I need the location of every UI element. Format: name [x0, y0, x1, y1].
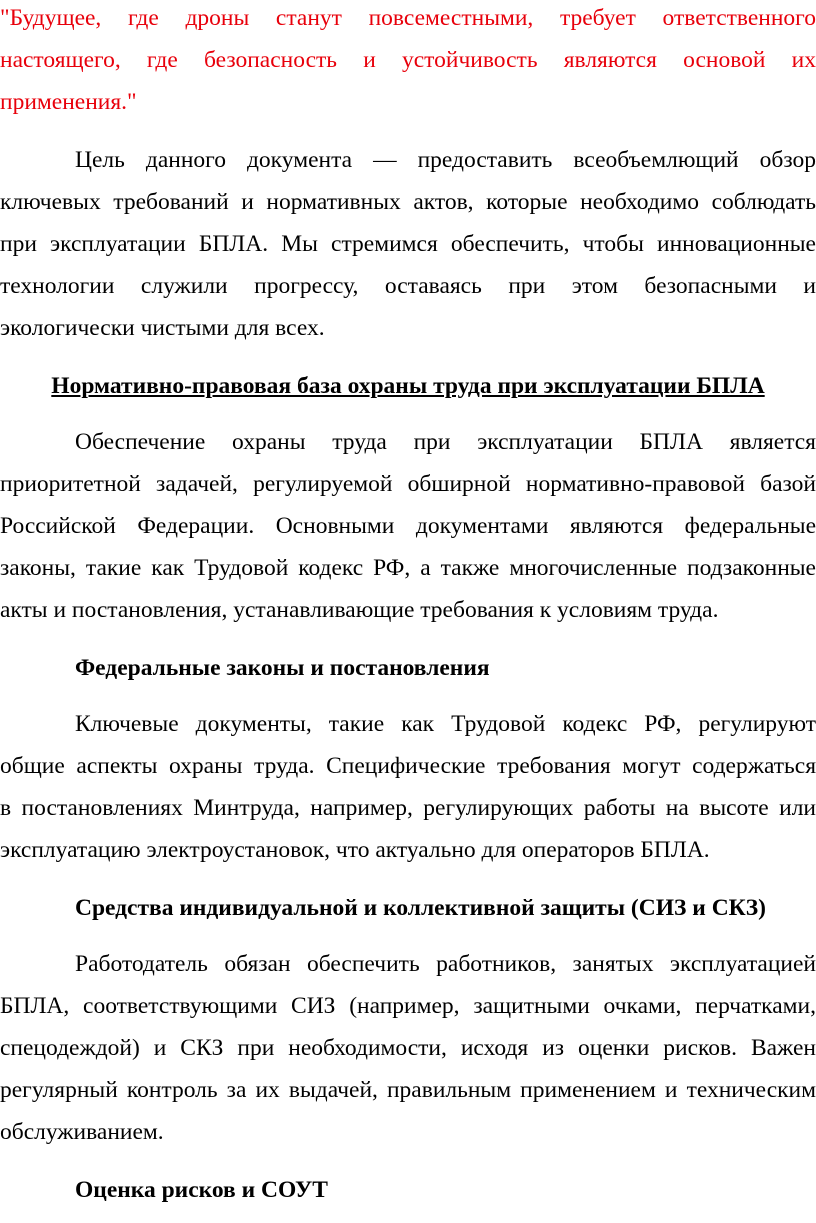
- text-line: технологии служили прогрессу, оставаясь при этом безопасными и: [0, 273, 816, 299]
- subsection-heading: Средства индивидуальной и коллективной защиты (СИЗ и СКЗ): [75, 895, 766, 921]
- text-line: экологически чистыми для всех.: [0, 315, 325, 341]
- body-paragraph: [0, 943, 816, 1153]
- subsection-heading: Оценка рисков и СОУТ: [75, 1177, 328, 1203]
- text-line: применения.": [0, 89, 137, 115]
- text-line: эксплуатацию электроустановок, что актуально для операторов БПЛА.: [0, 837, 710, 863]
- quote-paragraph: [0, 0, 816, 123]
- subsection-heading: Федеральные законы и постановления: [75, 655, 490, 681]
- text-line: спецодеждой) и СКЗ при необходимости, исходя из оценки рисков. Важен: [0, 1035, 816, 1061]
- text-line: Ключевые документы, такие как Трудовой кодекс РФ, регулируют: [75, 711, 816, 737]
- text-line: приоритетной задачей, регулируемой обширной нормативно-правовой базой: [0, 471, 816, 497]
- body-paragraph: [0, 703, 816, 871]
- text-line: "Будущее, где дроны станут повсеместными, требует ответственного: [0, 5, 816, 31]
- text-line: акты и постановления, устанавливающие требования к условиям труда.: [0, 597, 719, 623]
- intro-paragraph: [0, 139, 816, 349]
- section-heading: Нормативно-правовая база охраны труда при эксплуатации БПЛА: [51, 373, 765, 399]
- body-paragraph: [0, 421, 816, 631]
- text-line: законы, такие как Трудовой кодекс РФ, а также многочисленные подзаконные: [0, 555, 816, 581]
- text-line: Цель данного документа — предоставить всеобъемлющий обзор: [75, 147, 816, 173]
- text-line: в постановлениях Минтруда, например, регулирующих работы на высоте или: [0, 795, 816, 821]
- text-line: обслуживанием.: [0, 1119, 164, 1145]
- text-line: Российской Федерации. Основными документами являются федеральные: [0, 513, 816, 539]
- text-line: при эксплуатации БПЛА. Мы стремимся обеспечить, чтобы инновационные: [0, 231, 816, 257]
- text-line: Работодатель обязан обеспечить работников, занятых эксплуатацией: [75, 951, 816, 977]
- text-line: ключевых требований и нормативных актов, которые необходимо соблюдать: [0, 189, 816, 215]
- text-line: настоящего, где безопасность и устойчивость являются основой их: [0, 47, 816, 73]
- text-line: БПЛА, соответствующими СИЗ (например, защитными очками, перчатками,: [0, 993, 816, 1019]
- text-line: Обеспечение охраны труда при эксплуатации БПЛА является: [75, 429, 816, 455]
- text-line: общие аспекты охраны труда. Специфические требования могут содержаться: [0, 753, 816, 779]
- text-line: регулярный контроль за их выдачей, правильным применением и техническим: [0, 1077, 816, 1103]
